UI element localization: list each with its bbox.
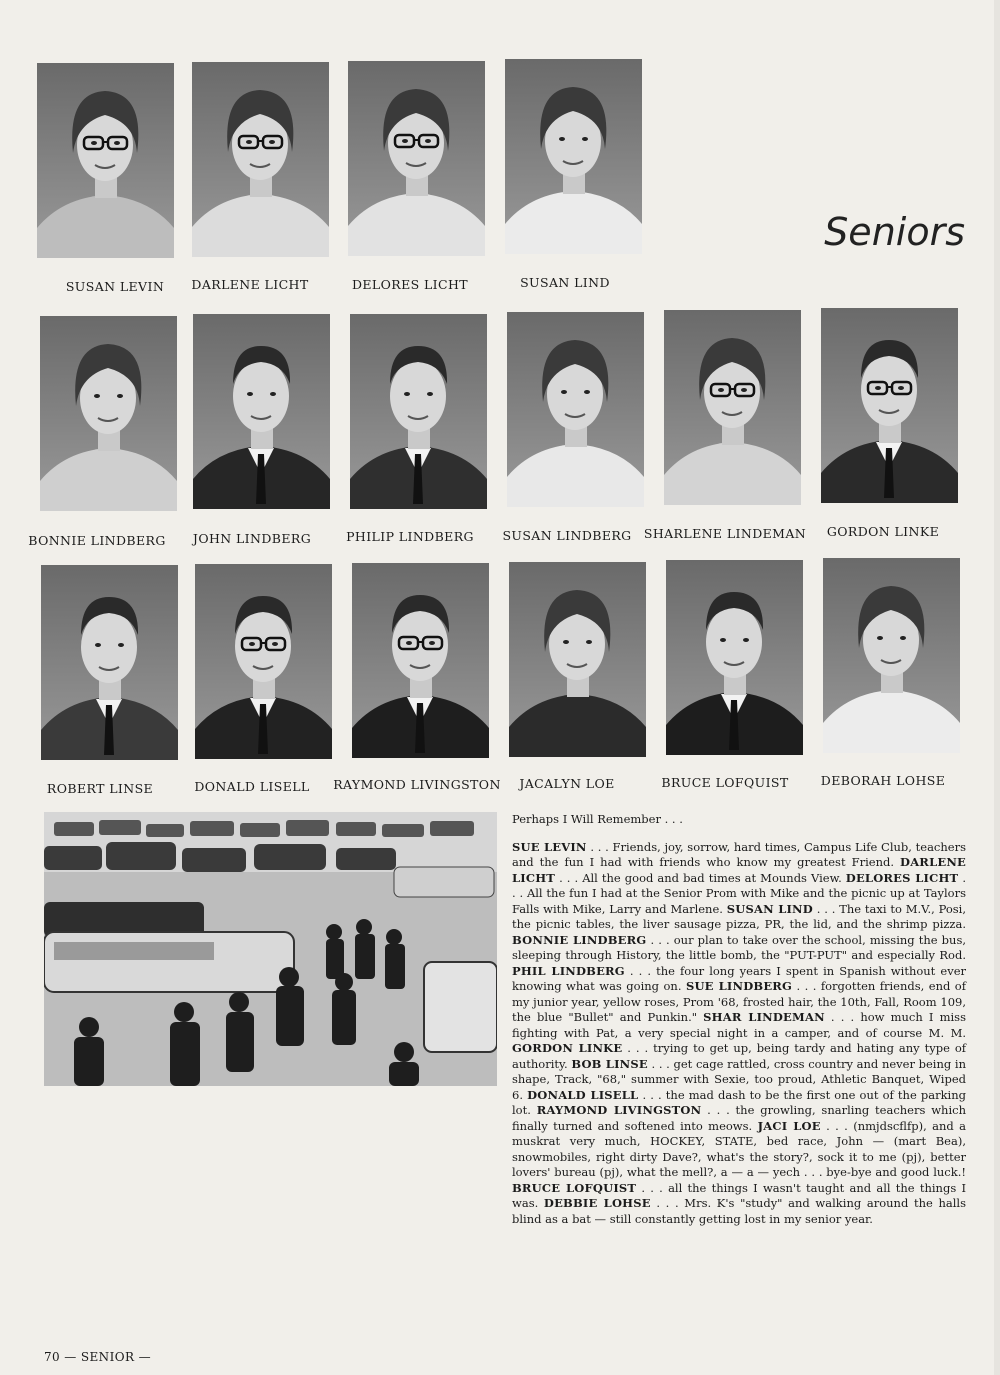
senior-portrait: [195, 564, 332, 759]
memory-name: DARLENE LICHT: [512, 855, 966, 885]
portrait-figure: [664, 310, 801, 505]
memory-name: JACI LOE: [757, 1118, 821, 1133]
senior-name: SUSAN LEVIN: [65, 279, 165, 294]
portrait-figure: [192, 62, 329, 257]
senior-name: JACALYN LOE: [519, 776, 615, 791]
senior-portrait: [823, 558, 960, 753]
senior-name: DEBORAH LOHSE: [820, 773, 946, 788]
senior-name: SUSAN LIND: [520, 275, 610, 290]
parking-lot-photo: [44, 812, 497, 1086]
senior-name: BONNIE LINDBERG: [28, 533, 166, 548]
memory-text: . . . (nmjdscflfp), and a muskrat very much, HOCKEY, STATE, bed race, John — (mart Bea), snowmobiles, right dirty Dave?, what's the story?, sock it to me (pj), better lovers' bureau (pj), what the mell?, a — a — yech . . . bye-bye and good luck.!: [512, 1118, 966, 1179]
memory-name: SUE LEVIN: [512, 839, 587, 854]
memory-name: BRUCE LOFQUIST: [512, 1180, 637, 1195]
memory-name: RAYMOND LIVINGSTON: [536, 1103, 702, 1117]
memory-text: . . . our plan to take over the school, missing the bus, sleeping through History, the little bomb, the "PUT-PUT" and especially Rod.: [512, 932, 966, 962]
senior-name: GORDON LINKE: [826, 524, 940, 539]
senior-portrait: [193, 314, 330, 509]
memory-text: . . . the four long years I spent in Spanish without ever knowing what was going on.: [512, 963, 966, 993]
memory-name: DONALD LISELL: [527, 1087, 639, 1102]
senior-portrait: [666, 560, 803, 755]
memory-text: . . . trying to get up, being tardy and hating any type of authority.: [512, 1041, 967, 1071]
page-title: Seniors: [824, 210, 965, 254]
portrait-figure: [507, 312, 644, 507]
memory-name: SUE LINDBERG: [685, 979, 793, 993]
memory-name: GORDON LINKE: [512, 1041, 623, 1055]
senior-portrait: [350, 314, 487, 509]
memory-text: . . . Friends, joy, sorrow, hard times, Campus Life Club, teachers and the fun I had with friends who know my greatest Friend.: [512, 839, 966, 869]
portrait-figure: [40, 316, 177, 511]
memory-text: . . . Mrs. K's "study" and walking around the halls blind as a bat — still constantly getting lost in my senior year.: [512, 1196, 966, 1226]
memory-name: BOB LINSE: [571, 1056, 648, 1071]
senior-name: DARLENE LICHT: [191, 277, 309, 292]
memory-text: . . . the mad dash to be the first one out of the parking lot.: [512, 1087, 967, 1117]
memories-entries: [512, 840, 966, 1228]
memory-text: . . . all the things I wasn't taught and all the things I was.: [512, 1180, 966, 1210]
memory-text: . . . how much I miss fighting with Pat, a very special night in a camper, and of course M. M.: [512, 1010, 966, 1040]
portrait-figure: [823, 558, 960, 753]
page-edge: [994, 0, 1000, 1375]
senior-name: ROBERT LINSE: [46, 781, 154, 796]
portrait-figure: [505, 59, 642, 254]
memories-text: [512, 812, 966, 1227]
portrait-figure: [821, 308, 958, 503]
senior-portrait: [40, 316, 177, 511]
senior-portrait: [821, 308, 958, 503]
senior-portrait: [507, 312, 644, 507]
memory-name: BONNIE LINDBERG: [512, 932, 647, 947]
portrait-figure: [666, 560, 803, 755]
memories-intro: Perhaps I Will Remember . . .: [512, 812, 683, 826]
senior-name: JOHN LINDBERG: [192, 531, 312, 546]
memory-text: . . . The taxi to M.V., Posi, the picnic tables, the liver sausage pizza, PR, the lid, and the shrimp pizza.: [512, 901, 966, 931]
memory-name: DELORES LICHT: [845, 870, 959, 885]
senior-name: RAYMOND LIVINGSTON: [333, 777, 501, 792]
memory-name: SHAR LINDEMAN: [703, 1010, 825, 1024]
senior-name: SHARLENE LINDEMAN: [643, 526, 807, 541]
portrait-figure: [350, 314, 487, 509]
senior-name: SUSAN LINDBERG: [502, 528, 632, 543]
memory-text: . . . All the fun I had at the Senior Prom with Mike and the picnic up at Taylors Falls with Mike, Larry and Marlene.: [512, 870, 966, 916]
memory-text: . . . forgotten friends, end of my junior year, yellow roses, Prom '68, frosted hair, the 10th, Fall, Room 109, the blue "Bullet" and Punkin.": [512, 979, 966, 1024]
portrait-figure: [37, 63, 174, 258]
senior-name: PHILIP LINDBERG: [346, 529, 474, 544]
page-footer: 70 — SENIOR —: [44, 1350, 152, 1364]
portrait-figure: [193, 314, 330, 509]
senior-portrait: [664, 310, 801, 505]
memory-text: . . . All the good and bad times at Mounds View.: [555, 870, 846, 885]
senior-name: BRUCE LOFQUIST: [661, 775, 789, 790]
memory-name: PHIL LINDBERG: [512, 963, 625, 978]
portrait-figure: [509, 562, 646, 757]
memory-text: . . . the growling, snarling teachers which finally turned and softened into meows.: [512, 1103, 966, 1133]
portrait-figure: [41, 565, 178, 760]
portrait-figure: [348, 61, 485, 256]
senior-portrait: [505, 59, 642, 254]
memory-name: SUSAN LIND: [726, 901, 813, 916]
memory-name: DEBBIE LOHSE: [543, 1196, 651, 1210]
senior-portrait: [509, 562, 646, 757]
senior-portrait: [352, 563, 489, 758]
senior-portrait: [37, 63, 174, 258]
senior-portrait: [348, 61, 485, 256]
portrait-figure: [352, 563, 489, 758]
memory-text: . . . get cage rattled, cross country and never being in shape, Track, "68," summer with Sexie, too proud, Athletic Banquet, Wiped 6.: [512, 1056, 966, 1102]
senior-portrait: [41, 565, 178, 760]
senior-name: DONALD LISELL: [194, 779, 310, 794]
portrait-figure: [195, 564, 332, 759]
senior-name: DELORES LICHT: [351, 277, 468, 292]
senior-portrait: [192, 62, 329, 257]
